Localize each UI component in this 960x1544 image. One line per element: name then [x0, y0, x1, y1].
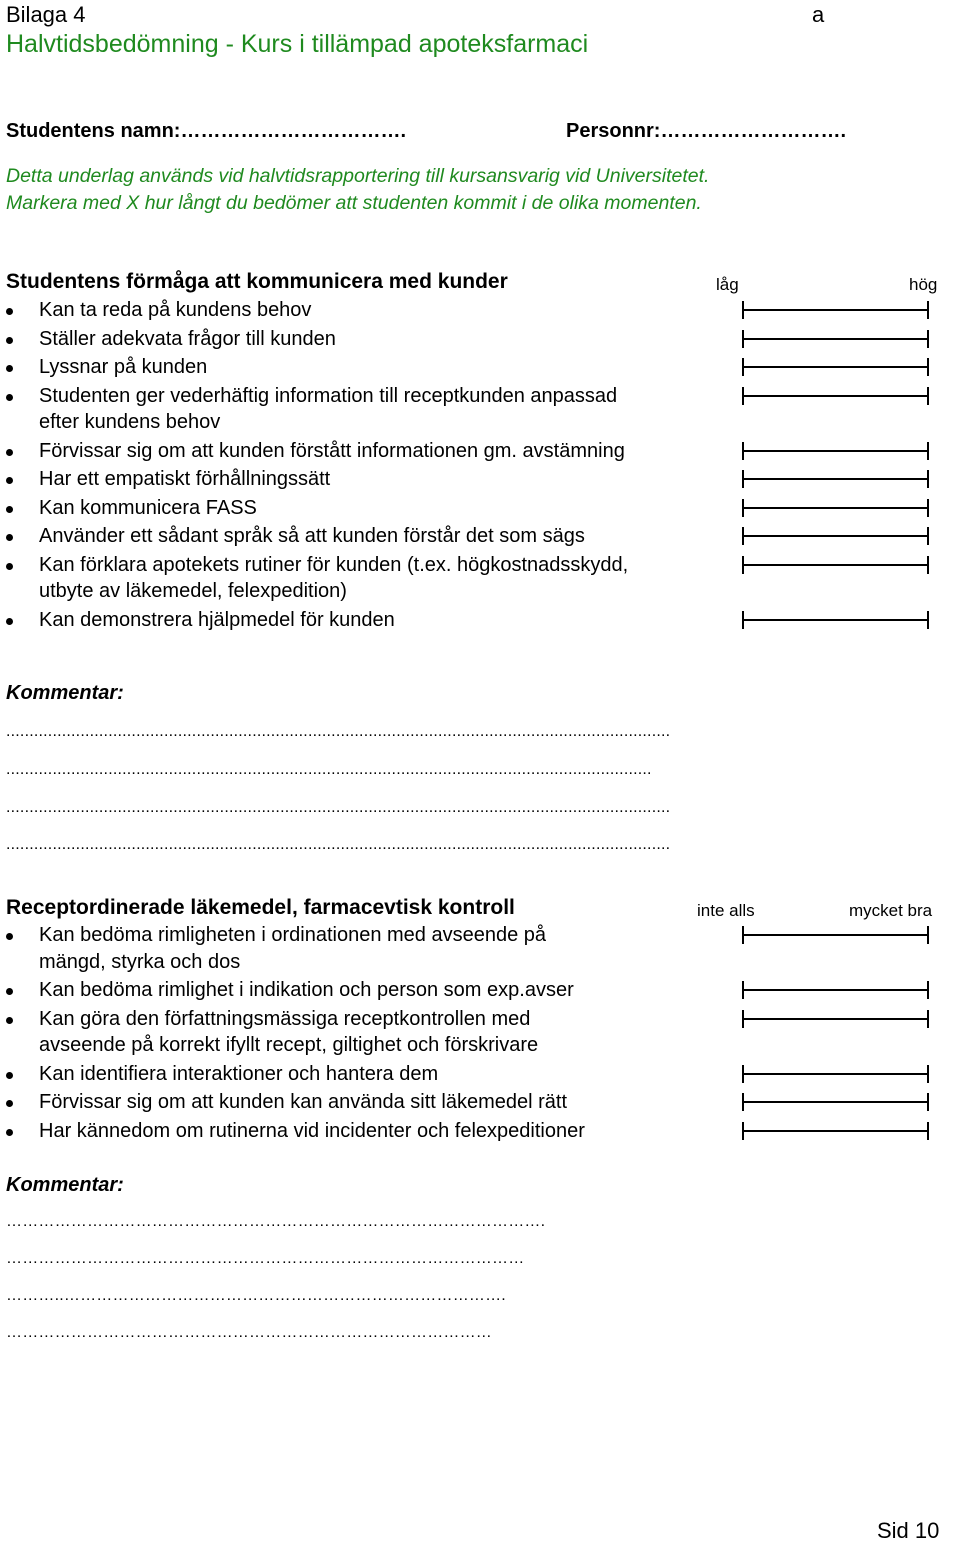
criterion-text: Kan göra den författningsmässiga receptkontrollen med avseende på korrekt ifyllt recept, giltighet och förskrivare — [39, 1007, 539, 1056]
criterion-item — [6, 922, 956, 975]
rating-scale[interactable] — [736, 330, 930, 348]
rating-scale[interactable] — [736, 926, 930, 944]
rating-scale[interactable] — [736, 981, 930, 999]
rating-scale[interactable] — [736, 442, 930, 460]
scale-end-tick — [927, 330, 929, 348]
scale-low-label: låg — [716, 275, 739, 294]
criterion-item — [6, 326, 956, 353]
scale-end-tick — [927, 556, 929, 574]
criterion-item — [6, 495, 956, 522]
scale-line — [742, 1101, 929, 1103]
intro-line-2: Markera med X hur långt du bedömer att studenten kommit i de olika momenten. — [6, 192, 702, 214]
criterion-text: Kan förklara apotekets rutiner för kunden (t.ex. högkostnadsskydd, utbyte av läkemedel, felexpedition) — [39, 553, 629, 602]
criterion-text: Kan ta reda på kundens behov — [39, 299, 312, 321]
section-communication-title: Studentens förmåga att kommunicera med kunder — [6, 270, 508, 293]
comment-line[interactable]: …………………………………………………………………………………… — [6, 1250, 525, 1267]
criterion-text: Kan kommunicera FASS — [39, 496, 257, 519]
comment-line[interactable]: ………..………………………………………………………………………. — [6, 1287, 506, 1304]
scale-high-label: hög — [909, 275, 938, 294]
communication-criteria-list — [6, 297, 956, 635]
criterion-item — [6, 466, 956, 493]
bullet-icon — [6, 1100, 13, 1107]
bullet-icon — [6, 563, 13, 570]
comment-line[interactable]: ............................................................................................................................................... — [6, 723, 671, 740]
bullet-icon — [6, 477, 13, 484]
scale-line — [742, 450, 929, 452]
bullet-icon — [6, 449, 13, 456]
criterion-item — [6, 1089, 956, 1116]
scale-end-tick — [927, 1093, 929, 1111]
bullet-icon — [6, 308, 13, 315]
rating-scale[interactable] — [736, 499, 930, 517]
student-name-field: Studentens namn:……………………………. — [6, 120, 407, 142]
prescription-criteria-list — [6, 922, 956, 1146]
scale-line — [742, 1018, 929, 1020]
criterion-text: Förvissar sig om att kunden förstått informationen gm. avstämning — [39, 439, 625, 462]
scale-end-tick — [927, 981, 929, 999]
rating-scale[interactable] — [736, 1065, 930, 1083]
intro-line-1: Detta underlag används vid halvtidsrapportering till kursansvarig vid Universitetet. — [6, 165, 710, 187]
scale-low-label: inte alls — [697, 901, 755, 920]
scale-end-tick — [927, 527, 929, 545]
bullet-icon — [6, 337, 13, 344]
criterion-text: Använder ett sådant språk så att kunden förstår det som sägs — [39, 525, 585, 547]
scale-line — [742, 619, 929, 621]
scale-end-tick — [927, 301, 929, 319]
comment-line[interactable]: ........................................................................................................................................... — [6, 761, 652, 778]
criterion-item — [6, 1061, 956, 1088]
bullet-icon — [6, 1129, 13, 1136]
scale-line — [742, 395, 929, 397]
scale-end-tick — [927, 611, 929, 629]
scale-line — [742, 934, 929, 936]
criterion-text: Lyssnar på kunden — [39, 356, 208, 378]
rating-scale[interactable] — [736, 301, 930, 319]
bullet-icon — [6, 1017, 13, 1024]
criterion-text: Förvissar sig om att kunden kan använda sitt läkemedel rätt — [39, 1091, 568, 1113]
scale-line — [742, 478, 929, 480]
criterion-text: Kan bedöma rimligheten i ordinationen med avseende på mängd, styrka och dos — [39, 924, 547, 973]
scale-end-tick — [927, 499, 929, 517]
scale-line — [742, 1073, 929, 1075]
scale-line — [742, 309, 929, 311]
bullet-icon — [6, 365, 13, 372]
rating-scale[interactable] — [736, 1122, 930, 1140]
bullet-icon — [6, 933, 13, 940]
rating-scale[interactable] — [736, 358, 930, 376]
bullet-icon — [6, 618, 13, 625]
bullet-icon — [6, 394, 13, 401]
comment-label-1: Kommentar: — [6, 682, 124, 704]
page-number: Sid 10 — [877, 1518, 940, 1543]
scale-end-tick — [927, 926, 929, 944]
rating-scale[interactable] — [736, 556, 930, 574]
scale-line — [742, 1130, 929, 1132]
criterion-item — [6, 1118, 956, 1145]
scale-line — [742, 989, 929, 991]
rating-scale[interactable] — [736, 470, 930, 488]
bullet-icon — [6, 506, 13, 513]
criterion-item — [6, 523, 956, 550]
bullet-icon — [6, 1072, 13, 1079]
scale-end-tick — [927, 1122, 929, 1140]
criterion-item — [6, 383, 956, 436]
criterion-text: Kan identifiera interaktioner och hantera dem — [39, 1062, 439, 1085]
scale-end-tick — [927, 358, 929, 376]
criterion-text: Ställer adekvata frågor till kunden — [39, 327, 336, 350]
bullet-icon — [6, 988, 13, 995]
comment-line[interactable]: ………………………………………………………………………………………. — [6, 1213, 546, 1230]
criterion-item — [6, 297, 956, 324]
criterion-item — [6, 438, 956, 465]
criterion-item — [6, 977, 956, 1004]
criterion-text: Har kännedom om rutinerna vid incidenter och felexpeditioner — [39, 1119, 585, 1142]
scale-line — [742, 366, 929, 368]
comment-label-2: Kommentar: — [6, 1174, 124, 1196]
scale-line — [742, 507, 929, 509]
bullet-icon — [6, 534, 13, 541]
rating-scale[interactable] — [736, 527, 930, 545]
scale-end-tick — [927, 387, 929, 405]
scale-end-tick — [927, 442, 929, 460]
criterion-item — [6, 354, 956, 381]
rating-scale[interactable] — [736, 1093, 930, 1111]
rating-scale[interactable] — [736, 611, 930, 629]
comment-line[interactable]: ……………………………………………………………………………… — [6, 1324, 492, 1341]
corner-mark: a — [812, 2, 825, 27]
rating-scale[interactable] — [736, 1010, 930, 1028]
criterion-item — [6, 607, 956, 634]
annex-label: Bilaga 4 — [6, 2, 86, 27]
criterion-item — [6, 1006, 956, 1059]
scale-end-tick — [927, 1065, 929, 1083]
criterion-item — [6, 552, 956, 605]
scale-line — [742, 535, 929, 537]
comment-line[interactable]: ............................................................................................................................................... — [6, 836, 671, 853]
scale-end-tick — [927, 1010, 929, 1028]
criterion-text: Studenten ger vederhäftig information till receptkunden anpassad efter kundens behov — [39, 384, 618, 433]
scale-high-label: mycket bra — [849, 901, 933, 920]
criterion-text: Kan demonstrera hjälpmedel för kunden — [39, 608, 395, 631]
criterion-text: Har ett empatiskt förhållningssätt — [39, 468, 331, 490]
criterion-text: Kan bedöma rimlighet i indikation och person som exp.avser — [39, 979, 574, 1001]
scale-line — [742, 338, 929, 340]
comment-line[interactable]: ............................................................................................................................................... — [6, 799, 671, 816]
rating-scale[interactable] — [736, 387, 930, 405]
personal-number-field: Personnr:………………………. — [566, 120, 847, 142]
scale-end-tick — [927, 470, 929, 488]
scale-line — [742, 564, 929, 566]
section-prescription-title: Receptordinerade läkemedel, farmacevtisk kontroll — [6, 896, 515, 919]
document-title: Halvtidsbedömning - Kurs i tillämpad apoteksfarmaci — [6, 30, 589, 58]
